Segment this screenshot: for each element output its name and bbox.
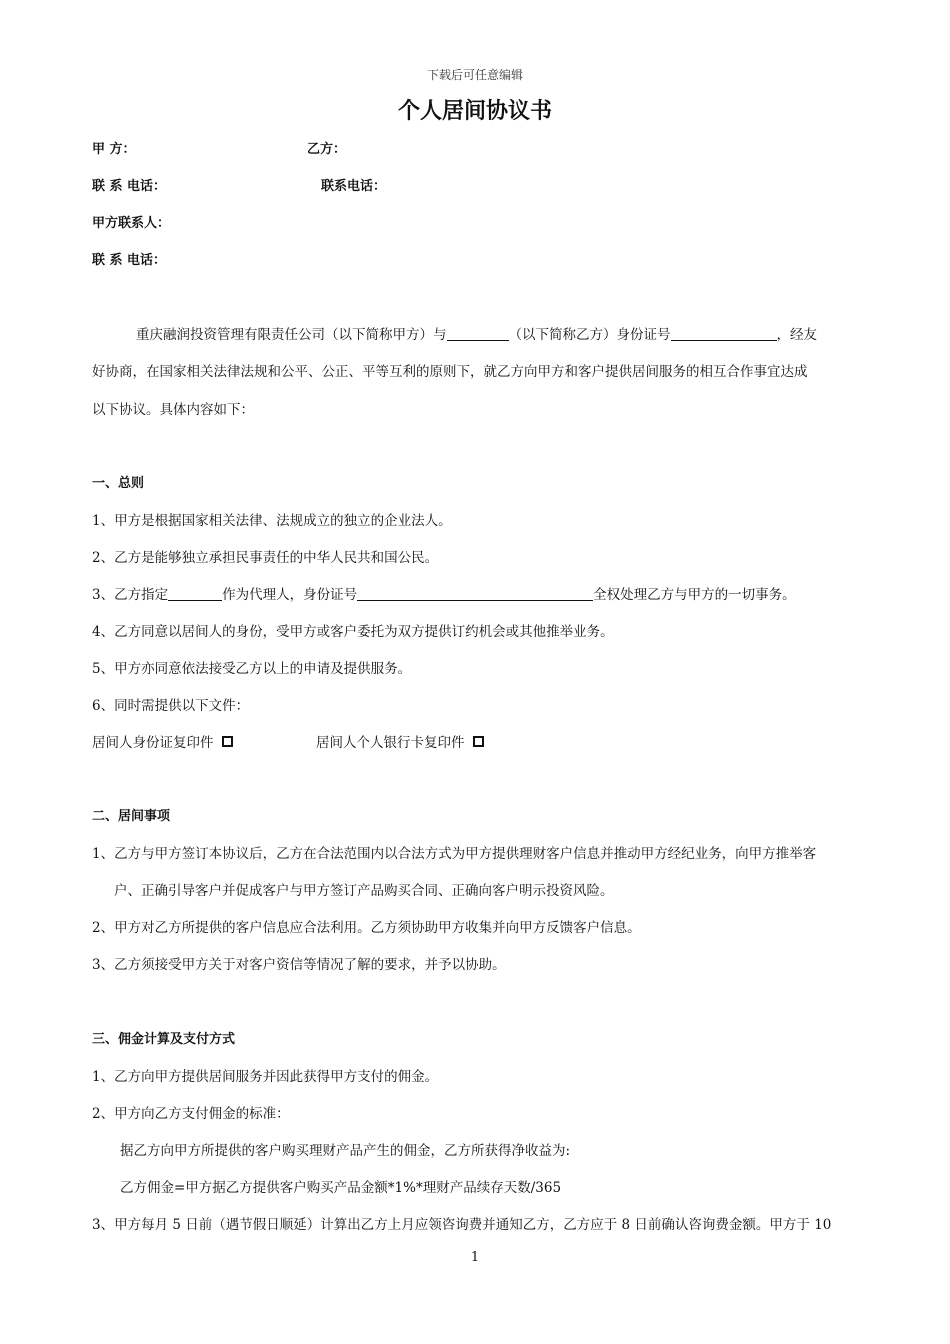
- intro-text-c: ，经友: [776, 327, 817, 343]
- contact-phone-label: 联 系 电话：: [92, 253, 167, 268]
- doc-id-copy-checkbox[interactable]: [222, 736, 233, 747]
- contact-person-label: 甲方联系人：: [92, 216, 171, 231]
- party-a-phone-label: 联 系 电话：: [92, 179, 167, 194]
- party-b-name-blank: [447, 326, 509, 341]
- header-note: 下载后可任意编辑: [426, 68, 523, 82]
- page-number: 1: [470, 1250, 480, 1265]
- section-2-item-2: 2、甲方对乙方所提供的客户信息应合法利用。乙方须协助甲方收集并向甲方反馈客户信息。: [92, 920, 641, 936]
- intro-text-b: （以下简称乙方）身份证号: [508, 327, 671, 343]
- section-1-item-1: 1、甲方是根据国家相关法律、法规成立的独立的企业法人。: [92, 513, 452, 529]
- doc-bank-card-copy: [316, 731, 484, 751]
- section-3-item-2-sub-1: 据乙方向甲方所提供的客户购买理财产品产生的佣金，乙方所获得净收益为:: [120, 1143, 571, 1159]
- id-number-blank: [671, 326, 777, 341]
- doc-id-copy: [92, 731, 233, 751]
- intro-line-2: 好协商，在国家相关法律法规和公平、公正、平等互利的原则下，就乙方向甲方和客户提供居间服务的相互合作事宜达成: [92, 364, 808, 380]
- section-2-item-1-line-2: 户、正确引导客户并促成客户与甲方签订产品购买合同、正确向客户明示投资风险。: [114, 883, 614, 899]
- section-2-item-3: 3、乙方须接受甲方关于对客户资信等情况了解的要求，并予以协助。: [92, 957, 506, 973]
- doc-id-copy-label: 居间人身份证复印件: [92, 735, 214, 751]
- party-b-label: 乙方：: [307, 142, 347, 157]
- agent-id-blank: [357, 586, 593, 601]
- doc-bank-card-label: 居间人个人银行卡复印件: [316, 735, 465, 751]
- section-3-heading: 三、佣金计算及支付方式: [92, 1032, 236, 1047]
- section-1-item-4: 4、乙方同意以居间人的身份，受甲方或客户委托为双方提供订约机会或其他推举业务。: [92, 624, 614, 640]
- section-3-item-2: 2、甲方向乙方支付佣金的标准：: [92, 1106, 290, 1122]
- section-3-item-2-sub-2: 乙方佣金=甲方据乙方提供客户购买产品金额*1%*理财产品续存天数/365: [120, 1180, 562, 1196]
- section-3-item-3: 3、甲方每月 5 日前（遇节假日顺延）计算出乙方上月应领咨询费并通知乙方，乙方应于 8 日前确认咨询费金额。甲方于 10: [92, 1217, 832, 1233]
- party-b-phone-label: 联系电话：: [321, 179, 387, 194]
- intro-line-1: [136, 323, 862, 343]
- section-2-item-1-line-1: 1、乙方与甲方签订本协议后，乙方在合法范围内以合法方式为甲方提供理财客户信息并推动甲方经纪业务，向甲方推举客: [92, 846, 817, 862]
- document-title: 个人居间协议书: [397, 99, 552, 124]
- section-3-item-1: 1、乙方向甲方提供居间服务并因此获得甲方支付的佣金。: [92, 1069, 439, 1085]
- party-a-label: 甲 方：: [92, 142, 136, 157]
- doc-bank-card-checkbox[interactable]: [473, 736, 484, 747]
- section-1-heading: 一、总则: [92, 476, 145, 491]
- item-3-text-b: 作为代理人，身份证号: [222, 587, 358, 603]
- item-3-text-a: 3、乙方指定: [92, 587, 169, 603]
- section-1-item-6: 6、同时需提供以下文件：: [92, 698, 250, 714]
- section-1-item-2: 2、乙方是能够独立承担民事责任的中华人民共和国公民。: [92, 550, 439, 566]
- intro-line-3: 以下协议。具体内容如下：: [92, 402, 254, 418]
- section-1-item-3: [92, 583, 796, 603]
- item-3-text-c: 全权处理乙方与甲方的一切事务。: [593, 587, 796, 603]
- agent-name-blank: [168, 586, 222, 601]
- section-2-heading: 二、居间事项: [92, 809, 171, 824]
- intro-text-a: 重庆融润投资管理有限责任公司（以下简称甲方）与: [136, 327, 447, 343]
- section-1-item-5: 5、甲方亦同意依法接受乙方以上的申请及提供服务。: [92, 661, 412, 677]
